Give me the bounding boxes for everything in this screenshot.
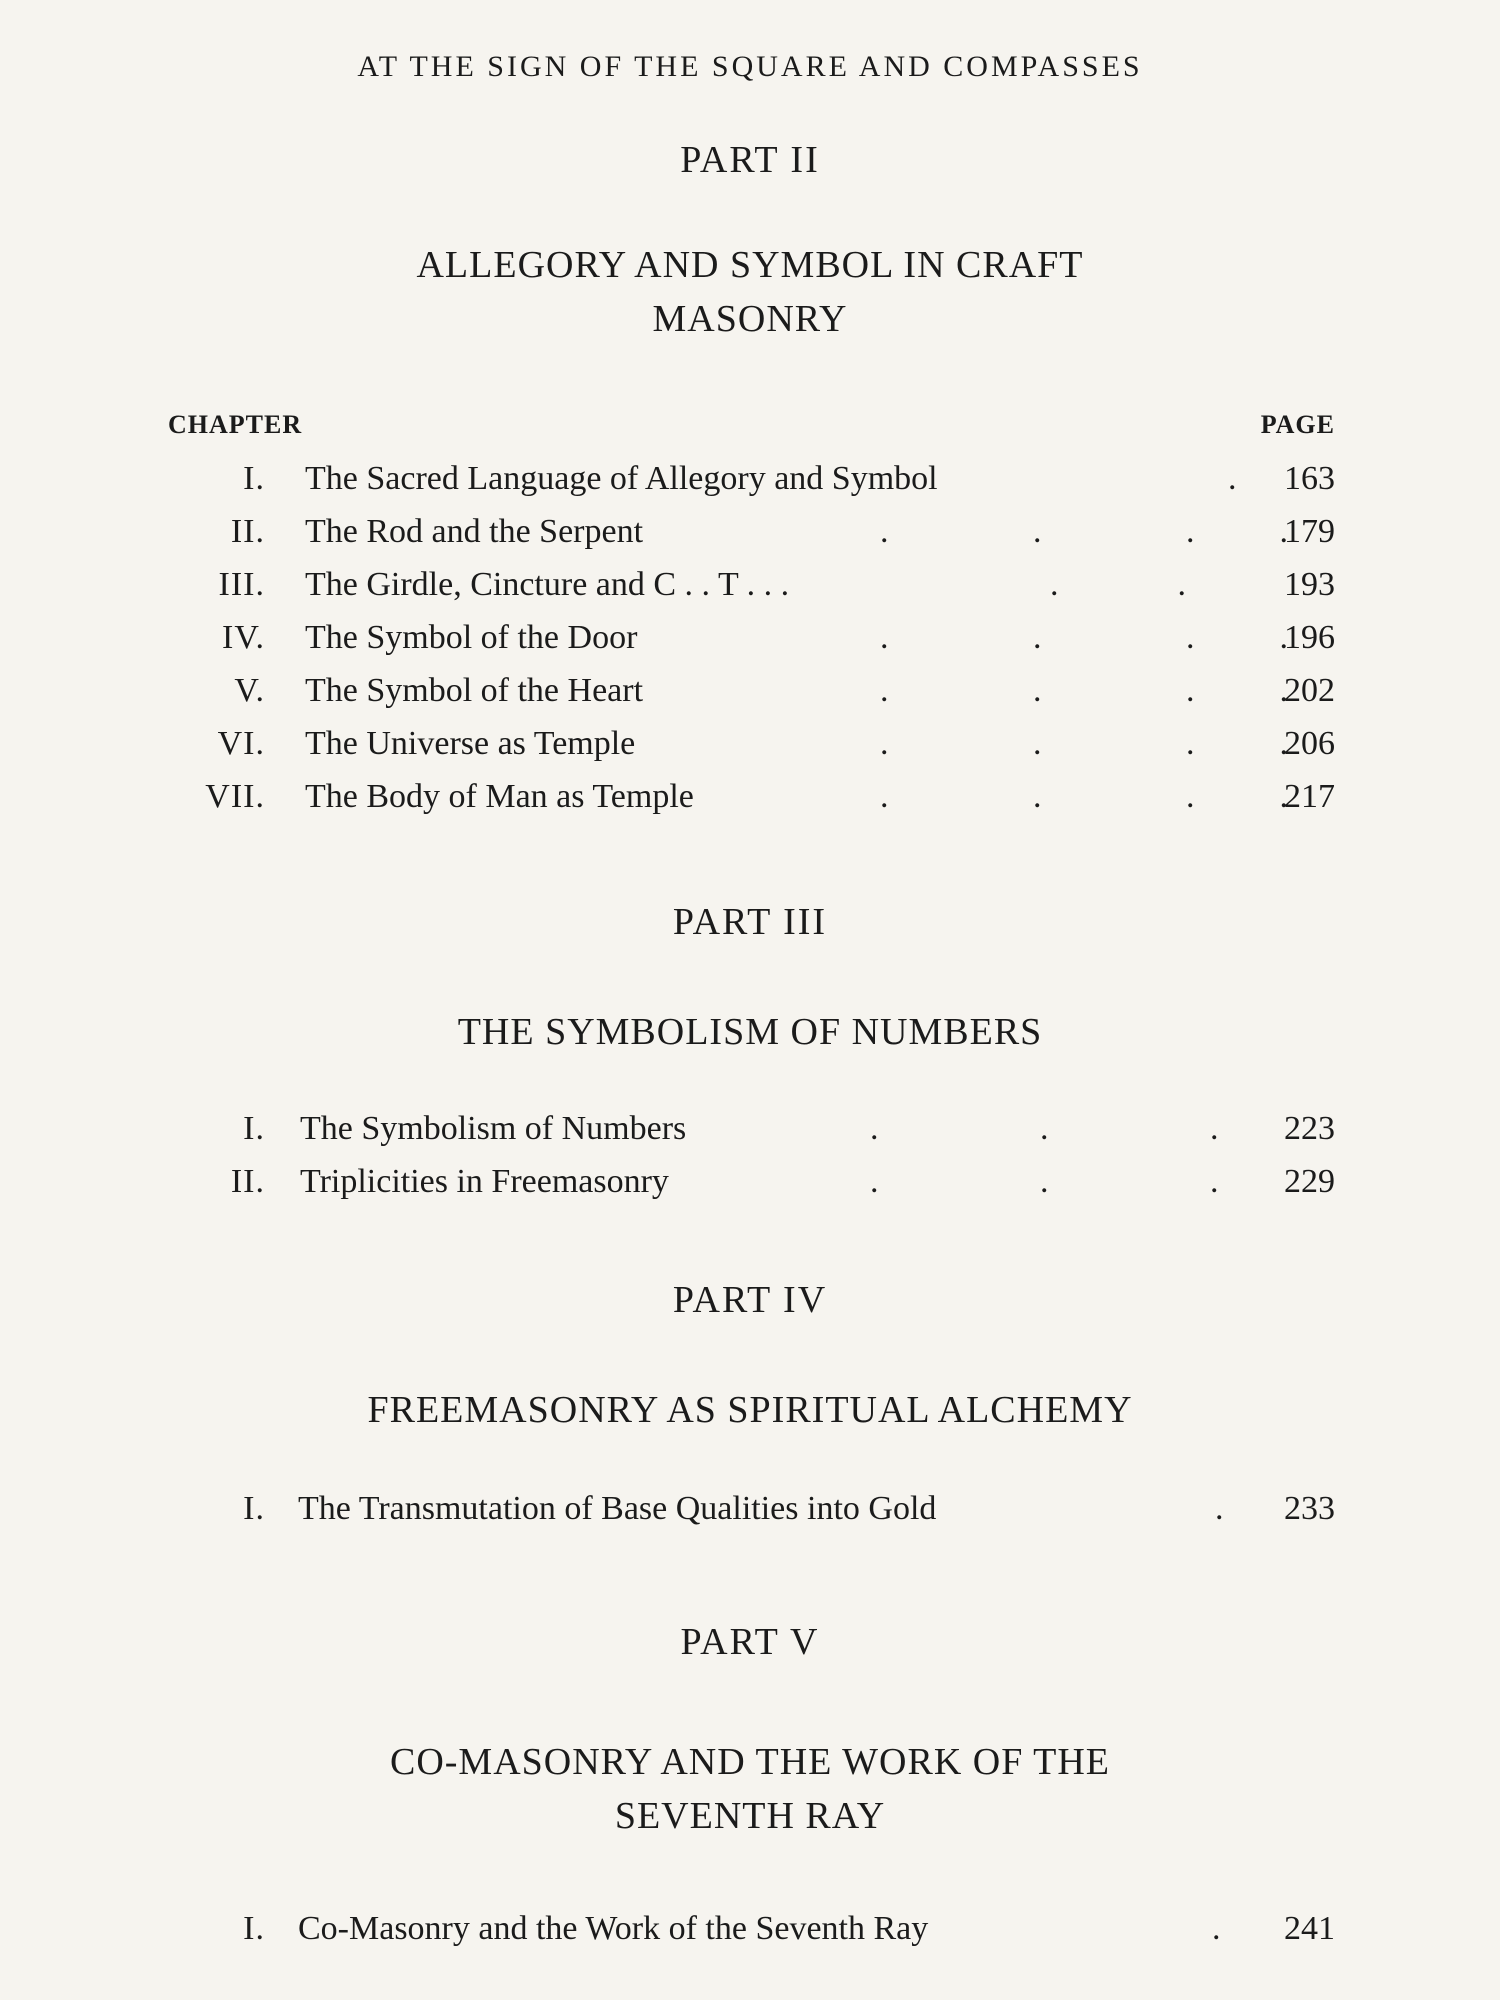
chapter-column-header: CHAPTER bbox=[168, 410, 303, 439]
page-number: 196 bbox=[1284, 619, 1335, 656]
chapter-number: VII. bbox=[205, 778, 265, 815]
part2-title-line2: MASONRY bbox=[652, 298, 848, 340]
chapter-number: V. bbox=[234, 672, 265, 709]
toc-entry: I. The Sacred Language of Allegory and Symbol . 163 bbox=[243, 460, 1335, 497]
running-head: AT THE SIGN OF THE SQUARE AND COMPASSES bbox=[357, 50, 1143, 83]
part4-toc bbox=[0, 1490, 1500, 1543]
chapter-title: The Transmutation of Base Qualities into Gold bbox=[298, 1490, 937, 1527]
part3-label: PART III bbox=[672, 901, 828, 943]
chapter-title: The Universe as Temple bbox=[305, 725, 636, 762]
page-column-header: PAGE bbox=[1260, 410, 1335, 439]
chapter-title: The Symbol of the Heart bbox=[305, 672, 644, 709]
part4-label: PART IV bbox=[672, 1279, 828, 1321]
page-number: 206 bbox=[1284, 725, 1335, 762]
chapter-title: Triplicities in Freemasonry bbox=[300, 1163, 669, 1200]
part5-title bbox=[0, 1735, 1500, 1843]
chapter-number: II. bbox=[230, 1163, 265, 1200]
page-number: 193 bbox=[1284, 566, 1335, 603]
toc-entry: VI. The Universe as Temple . . . . 206 bbox=[217, 725, 1335, 762]
chapter-number: I. bbox=[243, 1110, 265, 1147]
part5-title-line1: CO-MASONRY AND THE WORK OF THE bbox=[389, 1741, 1111, 1783]
toc-entry: I. Co-Masonry and the Work of the Seventh Ray . 241 bbox=[243, 1910, 1335, 1947]
toc-entry: V. The Symbol of the Heart . . . . 202 bbox=[234, 672, 1335, 709]
page-number: 179 bbox=[1284, 513, 1335, 550]
page-number: 241 bbox=[1284, 1910, 1335, 1947]
part3-toc bbox=[0, 1110, 1500, 1216]
toc-entry: VII. The Body of Man as Temple . . . . 217 bbox=[205, 778, 1335, 815]
chapter-title: The Symbolism of Numbers bbox=[300, 1110, 687, 1147]
toc-entry: II. Triplicities in Freemasonry . . . 229 bbox=[230, 1163, 1335, 1200]
chapter-number: II. bbox=[230, 513, 265, 550]
toc-entry: III. The Girdle, Cincture and C . . T . . . . . 193 bbox=[218, 566, 1335, 603]
chapter-title: The Girdle, Cincture and C . . T . . . bbox=[305, 566, 790, 603]
chapter-number: I. bbox=[243, 460, 265, 497]
part2-label: PART II bbox=[680, 139, 820, 181]
page-number: 163 bbox=[1284, 460, 1335, 497]
part5-title-line2: SEVENTH RAY bbox=[614, 1795, 886, 1837]
page-number: 202 bbox=[1284, 672, 1335, 709]
page-number: 217 bbox=[1284, 778, 1335, 815]
chapter-title: Co-Masonry and the Work of the Seventh Ray bbox=[298, 1910, 929, 1947]
part2-title bbox=[0, 238, 1500, 346]
toc-entry: I. The Transmutation of Base Qualities into Gold . 233 bbox=[243, 1490, 1335, 1527]
part2-title-line1: ALLEGORY AND SYMBOL IN CRAFT bbox=[416, 244, 1084, 286]
page-number: 223 bbox=[1284, 1110, 1335, 1147]
part4-title: FREEMASONRY AS SPIRITUAL ALCHEMY bbox=[367, 1389, 1133, 1431]
chapter-number: VI. bbox=[217, 725, 265, 762]
part3-title: THE SYMBOLISM OF NUMBERS bbox=[457, 1011, 1043, 1053]
part2-toc bbox=[0, 460, 1500, 831]
toc-entry: I. The Symbolism of Numbers . . . 223 bbox=[243, 1110, 1335, 1147]
part5-label: PART V bbox=[680, 1621, 820, 1663]
part5-toc bbox=[0, 1910, 1500, 1963]
chapter-number: III. bbox=[218, 566, 265, 603]
chapter-title: The Symbol of the Door bbox=[305, 619, 638, 656]
toc-entry: IV. The Symbol of the Door . . . . 196 bbox=[222, 619, 1335, 656]
chapter-title: The Rod and the Serpent bbox=[305, 513, 644, 550]
chapter-title: The Body of Man as Temple bbox=[305, 778, 694, 815]
chapter-number: I. bbox=[243, 1490, 265, 1527]
chapter-number: IV. bbox=[222, 619, 265, 656]
toc-entry: II. The Rod and the Serpent . . . . 179 bbox=[230, 513, 1335, 550]
chapter-title: The Sacred Language of Allegory and Symbol bbox=[305, 460, 938, 497]
chapter-number: I. bbox=[243, 1910, 265, 1947]
page-number: 233 bbox=[1284, 1490, 1335, 1527]
page-number: 229 bbox=[1284, 1163, 1335, 1200]
